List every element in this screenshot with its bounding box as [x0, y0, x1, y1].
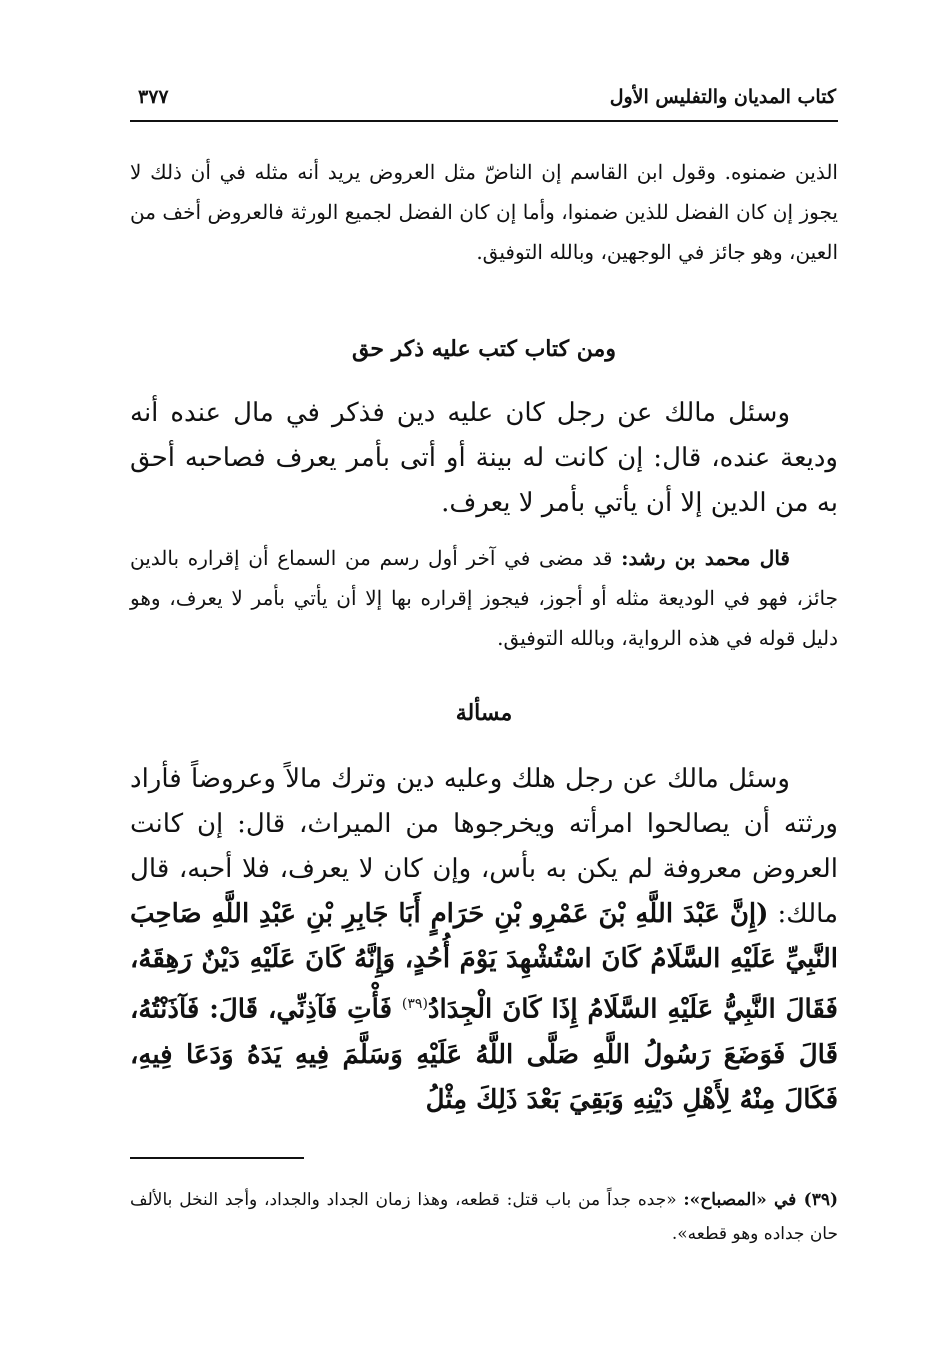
- footnote-label: (٣٩) في «المصباح»:: [683, 1190, 838, 1210]
- page-number: ٣٧٧: [138, 86, 169, 108]
- hadith-text-continued: فَأْتِ فَآذِنِّي، قَالَ: فَآذَنْتُهُ، قَالَ فَوَضَعَ رَسُولُ اللَّهِ صَلَّى اللَّهُ عَلَيْهِ وَسَلَّمَ فِيهِ يَدَهُ وَدَعَا فِيهِ، فَكَالَ مِنْهُ لِأَهْلِ دَيْنِهِ وَبَقِيَ بَعْدَ ذَلِكَ مِثْلُ: [130, 994, 838, 1115]
- running-title: كتاب المديان والتفليس الأول: [609, 86, 836, 108]
- running-header: [130, 84, 838, 116]
- header-divider: [130, 120, 838, 122]
- footnote: [130, 1183, 838, 1251]
- question-text: وسئل مالك عن رجل هلك وعليه دين وترك مالاً وعروضاً فأراد ورثته أن يصالحوا امرأته ويخرجوها من الميراث، قال: إن كانت العروض معروفة لم يكن به بأس، وإن كان لا يعرف، فلا أحبه، قال مالك:: [130, 764, 838, 929]
- footnote-text: «جده جداً من باب قتل: قطعه، وهذا زمان الجداد والجداد، وأجد النخل بالألف حان جداده وهو قطعه».: [130, 1190, 838, 1244]
- section-heading-masala: مسألة: [455, 700, 513, 726]
- hadith-text: (إِنَّ عَبْدَ اللَّهِ بْنَ عَمْرِو بْنِ حَرَامٍ أَبَا جَابِرِ بْنِ عَبْدِ اللَّهِ صَاحِبَ النَّبِيِّ عَلَيْهِ السَّلَامُ كَانَ اسْتُشْهِدَ يَوْمَ أُحُدٍ، وَإِنَّهُ كَانَ عَلَيْهِ دَيْنٌ رَهِقَهُ، فَقَالَ النَّبِيُّ عَلَيْهِ السَّلَامُ إِذَا كَانَ الْجِدَادُ: [130, 899, 838, 1025]
- footnote-divider: [130, 1157, 304, 1159]
- intro-paragraph: الذين ضمنوه. وقول ابن القاسم إن الناضّ مثل العروض يريد أنه مثله في أن ذلك لا يجوز إن كان الفضل للذين ضمنوا، وأما إن كان الفضل لجميع الورثة فالعروض أخف من العين، وهو جائز في الوجهين، وبالله التوفيق.: [130, 160, 838, 264]
- footnote-reference: (٣٩): [401, 996, 428, 1012]
- commentary-paragraph: [130, 538, 838, 658]
- book-page: [130, 0, 838, 1362]
- commentary-text: قد مضى في آخر أول رسم من السماع أن إقراره بالدين جائز، فهو في الوديعة مثله أو أجوز، فيجوز إقراره بها إلا أن يأتي بأمر لا يعرف، وهو دليل قوله في هذه الرواية، وبالله التوفيق.: [130, 546, 838, 650]
- section-heading-dhikr-haqq: ومن كتاب كتب عليه ذكر حق: [352, 336, 616, 362]
- question-paragraph-inheritance: [130, 757, 838, 1123]
- question-paragraph-deposit: وسئل مالك عن رجل كان عليه دين فذكر في مال عنده أنه وديعة عنده، قال: إن كانت له بينة أو أتى بأمر يعرف فصاحبه أحق به من الدين إلا أن يأتي بأمر لا يعرف.: [130, 398, 838, 518]
- commentary-speaker: قال محمد بن رشد:: [621, 546, 790, 570]
